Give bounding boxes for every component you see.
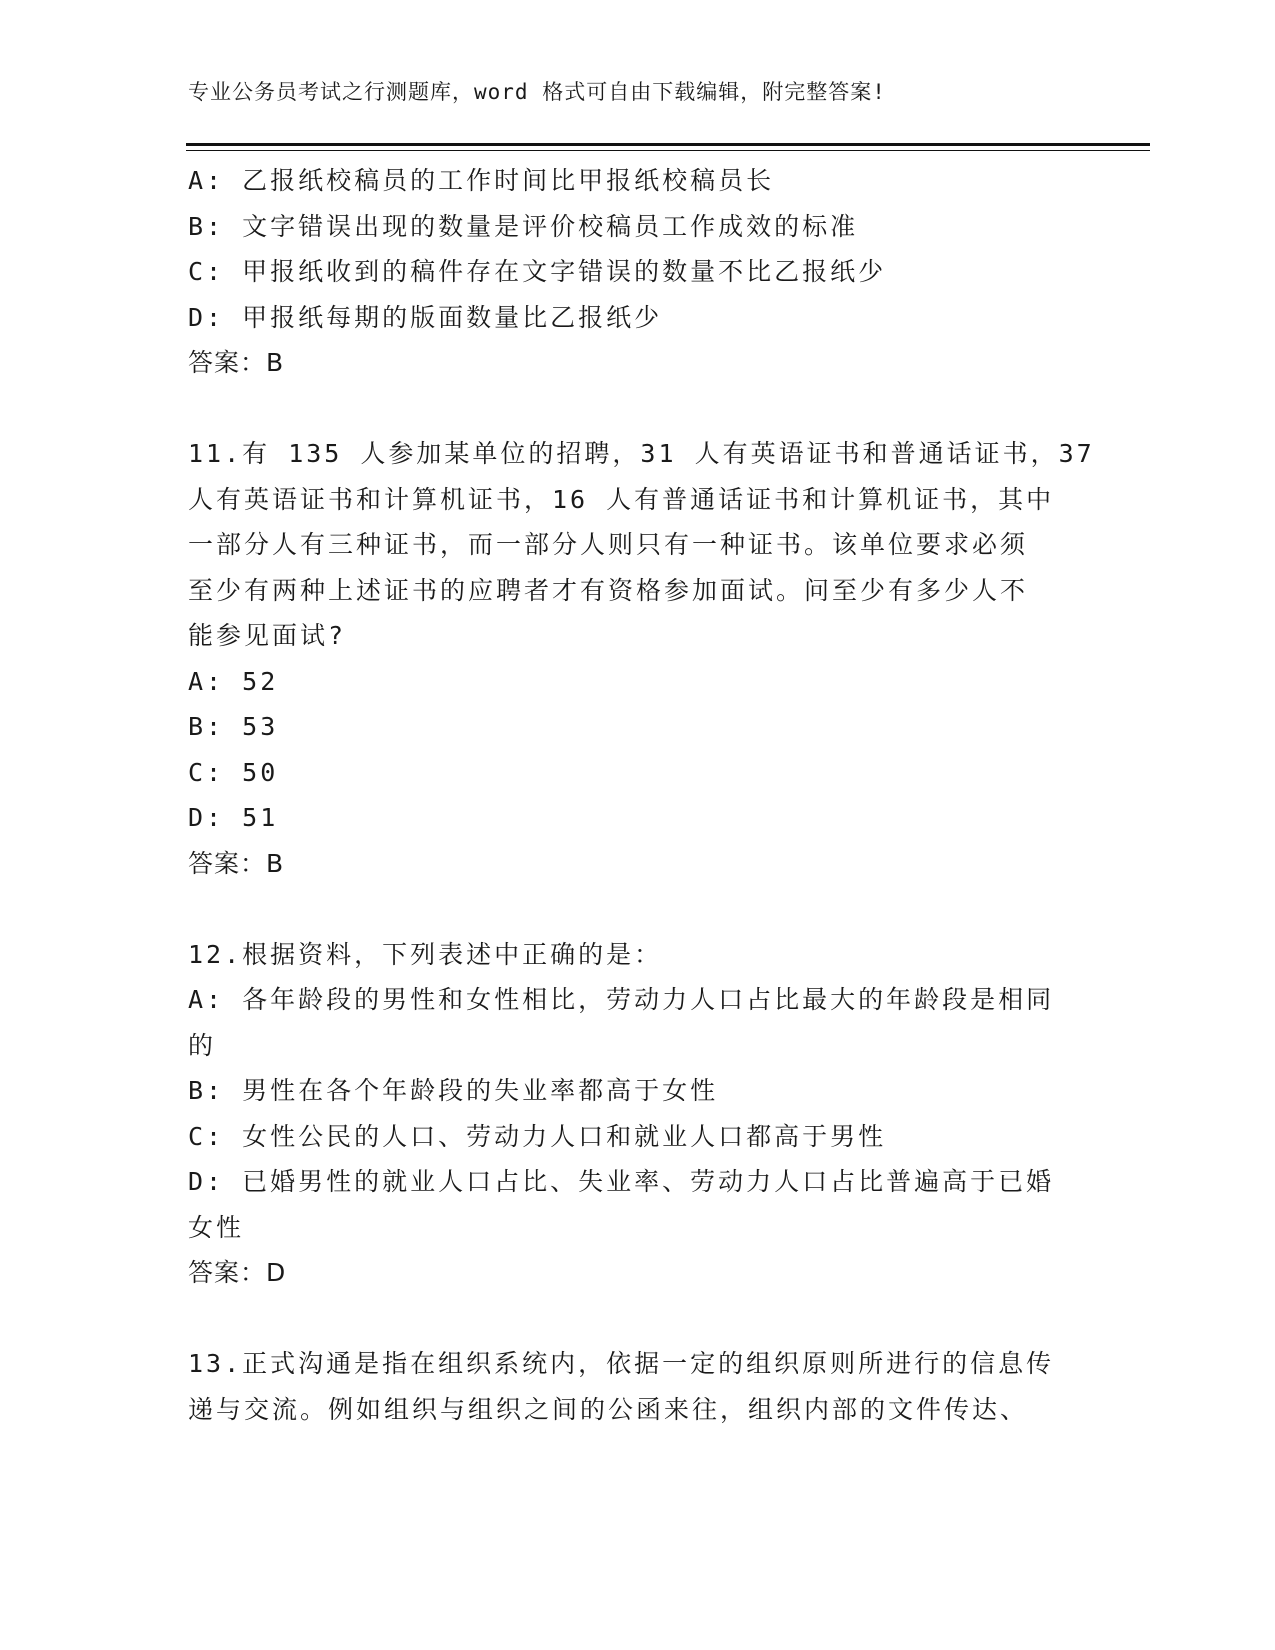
q11-option-d: D: 51 <box>188 803 279 832</box>
q12-option-b: B: 男性在各个年龄段的失业率都高于女性 <box>188 1076 719 1105</box>
q11-stem-line: 11.有 135 人参加某单位的招聘，31 人有英语证书和普通话证书，37 <box>188 439 1095 468</box>
q12-option-d: D: 已婚男性的就业人口占比、失业率、劳动力人口占比普遍高于已婚 <box>188 1167 1055 1196</box>
q12-option-a: A: 各年龄段的男性和女性相比，劳动力人口占比最大的年龄段是相同 <box>188 985 1055 1014</box>
q11-stem-line: 至少有两种上述证书的应聘者才有资格参加面试。问至少有多少人不 <box>188 575 1029 605</box>
q13-stem-line: 递与交流。例如组织与组织之间的公函来往，组织内部的文件传达、 <box>188 1394 1029 1424</box>
q11-option-c: C: 50 <box>188 757 279 787</box>
question-content <box>188 158 1095 1432</box>
q12-option-c: C: 女性公民的人口、劳动力人口和就业人口都高于男性 <box>188 1121 887 1151</box>
q10-option-a: A: 乙报纸校稿员的工作时间比甲报纸校稿员长 <box>188 166 775 195</box>
q10-answer: 答案：B <box>188 348 285 377</box>
q11-option-b: B: 53 <box>188 712 279 741</box>
q10-option-d: D: 甲报纸每期的版面数量比乙报纸少 <box>188 302 663 332</box>
q10-option-b: B: 文字错误出现的数量是评价校稿员工作成效的标准 <box>188 211 859 241</box>
page-header: 专业公务员考试之行测题库，word 格式可自由下载编辑，附完整答案! <box>188 80 886 104</box>
q12-stem: 12.根据资料，下列表述中正确的是： <box>188 939 663 969</box>
q12-option-a-cont: 的 <box>188 1030 217 1060</box>
header-rule-thin <box>186 150 1150 151</box>
q12-answer: 答案：D <box>188 1258 287 1287</box>
q11-option-a: A: 52 <box>188 666 279 696</box>
q11-stem-line: 一部分人有三种证书，而一部分人则只有一种证书。该单位要求必须 <box>188 530 1029 559</box>
q11-stem-line: 人有英语证书和计算机证书，16 人有普通话证书和计算机证书，其中 <box>188 484 1055 514</box>
q10-option-c: C: 甲报纸收到的稿件存在文字错误的数量不比乙报纸少 <box>188 257 887 286</box>
q11-stem-line: 能参见面试? <box>188 621 347 650</box>
q13-stem-line: 13.正式沟通是指在组织系统内，依据一定的组织原则所进行的信息传 <box>188 1349 1055 1378</box>
q12-option-d-cont: 女性 <box>188 1212 245 1242</box>
header-rule-thick <box>186 143 1150 146</box>
q11-answer: 答案：B <box>188 848 285 878</box>
